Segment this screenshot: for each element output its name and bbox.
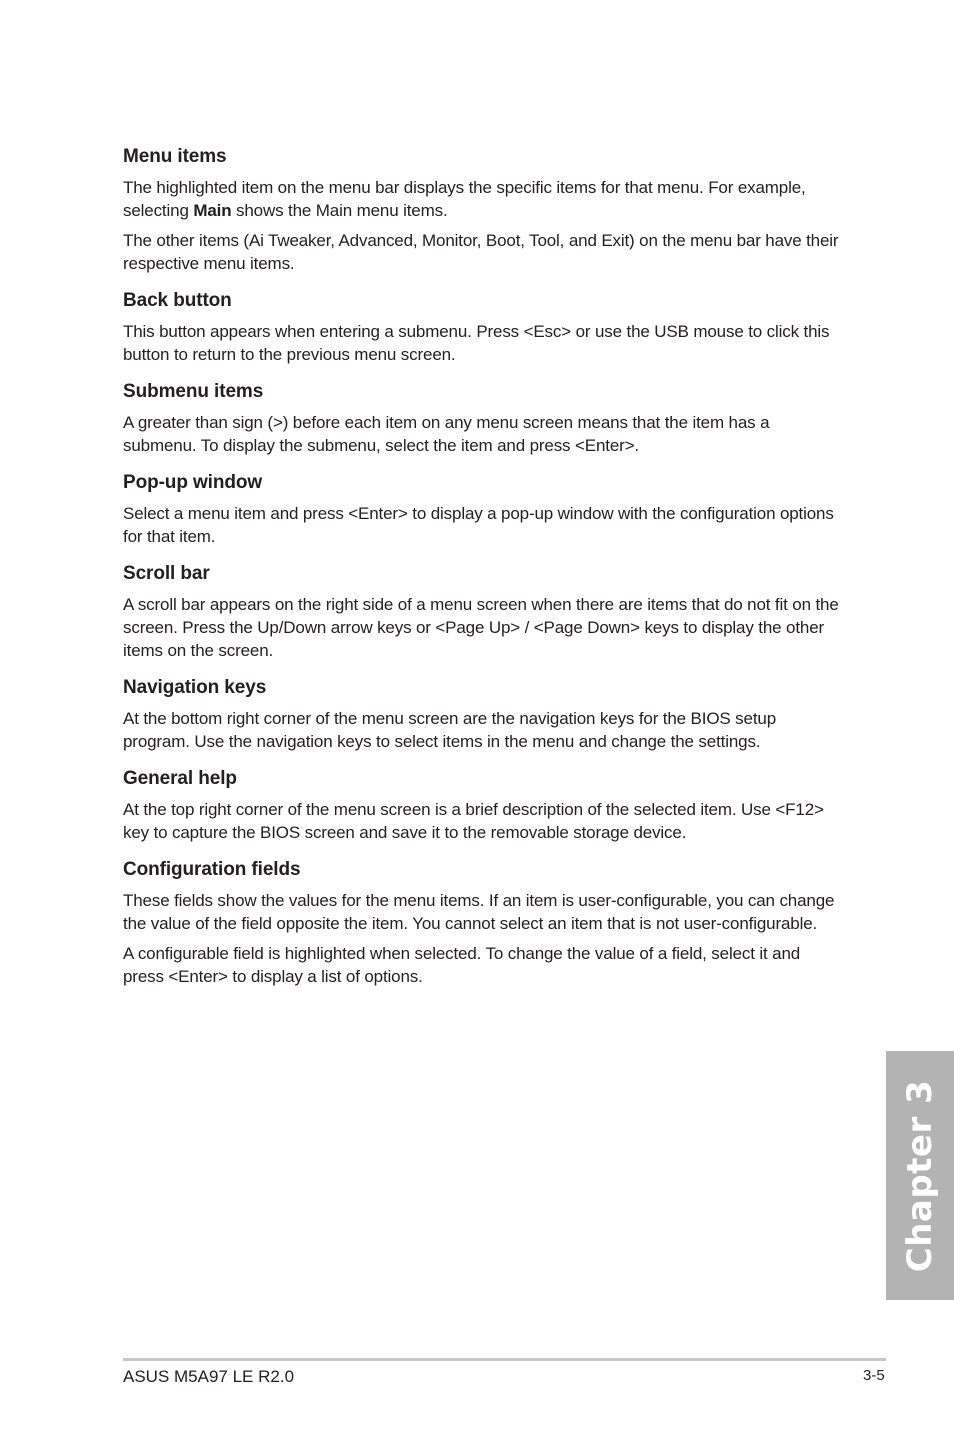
paragraph-text: The other items (Ai Tweaker, Advanced, Monitor, Boot, Tool, and Exit) on the menu bar have their respective menu items. xyxy=(123,231,839,273)
section-heading: Submenu items xyxy=(123,381,264,402)
paragraph xyxy=(123,176,843,222)
paragraph xyxy=(123,707,843,753)
paragraph-text: This button appears when entering a submenu. Press <Esc> or use the USB mouse to click this button to return to the previous menu screen. xyxy=(123,322,830,364)
footer-divider xyxy=(123,1358,886,1361)
section-heading: Pop-up window xyxy=(123,472,263,493)
paragraph-text: The highlighted item on the menu bar displays the specific items for that menu. For example, selecting xyxy=(123,178,806,220)
section xyxy=(123,471,843,548)
paragraph-text: At the top right corner of the menu screen is a brief description of the selected item. Use <F12> key to capture the BIOS screen and save it to the removable storage device. xyxy=(123,800,824,842)
section-heading: Scroll bar xyxy=(123,563,210,584)
footer-product-name: ASUS M5A97 LE R2.0 xyxy=(123,1367,295,1386)
paragraph-text: A greater than sign (>) before each item on any menu screen means that the item has a submenu. To display the submenu, select the item and press <Enter>. xyxy=(123,413,770,455)
section-heading: Configuration fields xyxy=(123,859,301,880)
section-heading: Back button xyxy=(123,290,232,311)
section xyxy=(123,289,843,366)
paragraph xyxy=(123,889,843,935)
section xyxy=(123,767,843,844)
section xyxy=(123,145,843,275)
section-heading: Navigation keys xyxy=(123,677,267,698)
paragraph xyxy=(123,593,843,662)
paragraph-text: Select a menu item and press <Enter> to display a pop-up window with the configuration options for that item. xyxy=(123,504,834,546)
section-heading: General help xyxy=(123,768,237,789)
chapter-tab xyxy=(886,1051,954,1300)
paragraph-text: shows the Main menu items. xyxy=(231,201,448,220)
paragraph xyxy=(123,229,843,275)
paragraph xyxy=(123,320,843,366)
paragraph-text: A scroll bar appears on the right side of a menu screen when there are items that do not fit on the screen. Press the Up/Down arrow keys or <Page Up> / <Page Down> keys to display the other items on the screen. xyxy=(123,595,839,660)
paragraph xyxy=(123,502,843,548)
section-heading: Menu items xyxy=(123,146,227,167)
paragraph-text: A configurable field is highlighted when selected. To change the value of a field, select it and press <Enter> to display a list of options. xyxy=(123,944,801,986)
chapter-label: Chapter 3 xyxy=(900,1079,940,1272)
paragraph xyxy=(123,942,843,988)
paragraph-text: These fields show the values for the menu items. If an item is user-configurable, you can change the value of the field opposite the item. You cannot select an item that is not user-configurable. xyxy=(123,891,835,933)
paragraph xyxy=(123,411,843,457)
paragraph-text: At the bottom right corner of the menu screen are the navigation keys for the BIOS setup program. Use the navigation keys to select items in the menu and change the settings. xyxy=(123,709,776,751)
section xyxy=(123,562,843,662)
section xyxy=(123,858,843,988)
footer-page-number: 3-5 xyxy=(863,1367,885,1384)
page-body xyxy=(123,145,843,1002)
section xyxy=(123,380,843,457)
paragraph-bold-text: Main xyxy=(193,201,232,220)
section xyxy=(123,676,843,753)
paragraph xyxy=(123,798,843,844)
